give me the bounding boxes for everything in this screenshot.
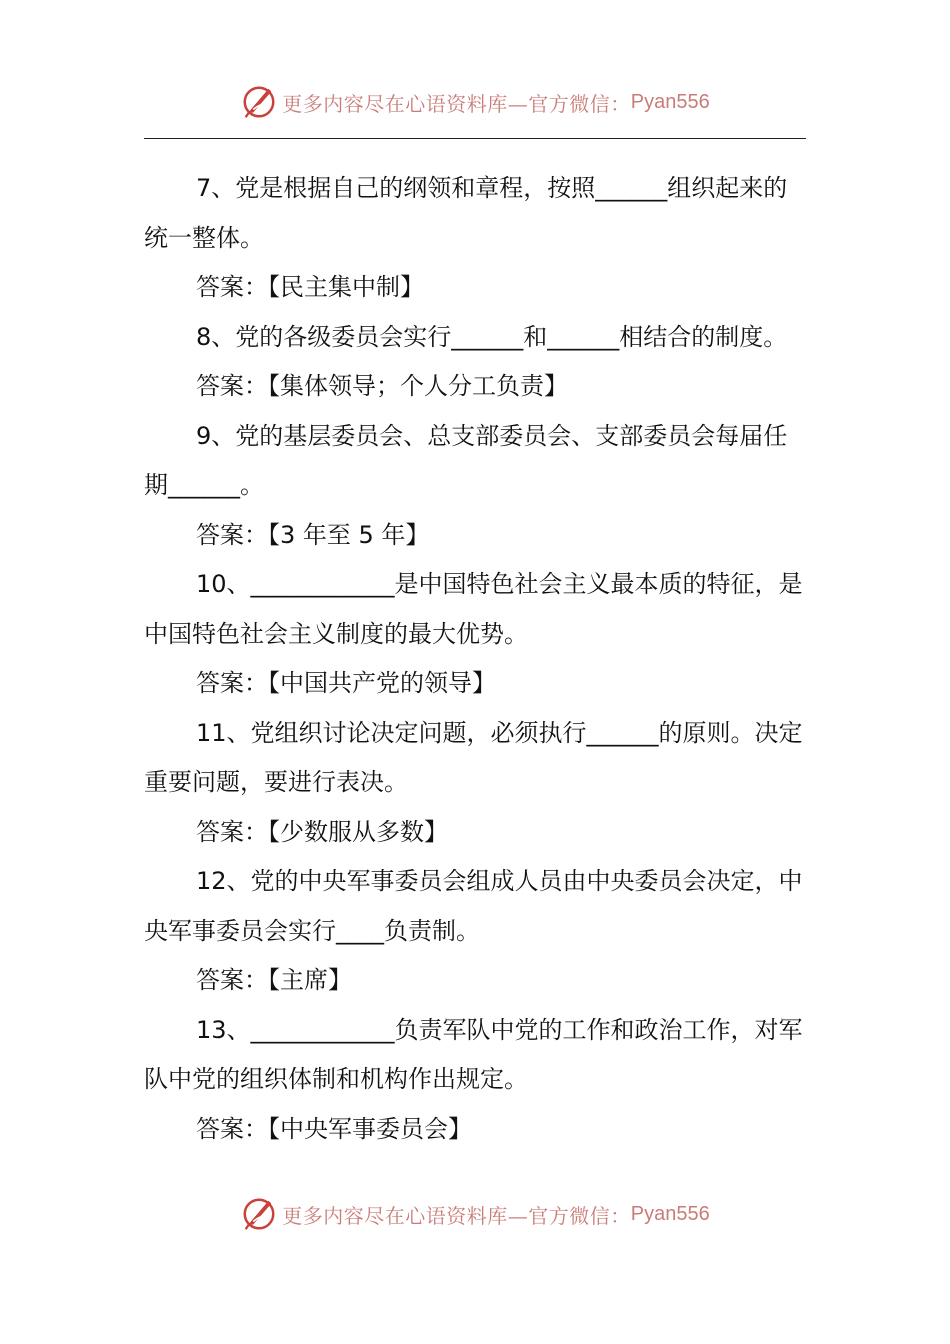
question-12 [144,857,806,956]
quill-logo-icon [240,83,278,121]
question-text: 9、党的基层委员会、总支部委员会、支部委员会每届任期 [144,421,788,499]
banner-wechat-id: Pyan556 [630,1202,710,1225]
question-text: 负责制。 [384,916,480,945]
question-8 [144,313,806,363]
answer-11: 答案：【少数服从多数】 [196,817,448,846]
banner-text: 更多内容尽在心语资料库—官方微信： [282,1203,631,1228]
answer-8: 答案：【集体领导；个人分工负责】 [196,372,568,400]
question-7 [144,164,806,263]
footer-banner [0,1192,950,1236]
question-13 [144,1006,806,1105]
fill-blank: ____ [336,916,384,945]
header-banner [0,80,950,124]
fill-blank: ______ [451,322,524,351]
question-text: 12、党的中央军事委员会组成人员由中央委员会决定，中央军事委员会实行 [144,867,803,945]
question-text: 是中国特色社会主义最本质的特征，是中国特色社会主义制度的最大优势。 [144,570,803,648]
question-text: 8、党的各级委员会实行 [196,322,452,351]
question-text: 。 [240,471,264,499]
fill-blank: ______ [586,718,659,747]
question-11 [144,709,806,808]
answer-7: 答案：【民主集中制】 [196,273,424,301]
question-text: 和 [523,322,548,351]
fill-blank: ______ [595,174,668,202]
banner-wechat-id: Pyan556 [630,90,710,113]
header-divider [144,138,806,139]
banner-text: 更多内容尽在心语资料库—官方微信： [282,91,631,116]
question-text: 10、 [196,570,251,598]
question-text: 组织起来的统一整体。 [144,174,788,252]
question-text: 13、 [196,1015,251,1044]
question-9 [144,412,806,511]
question-text: 负责军队中党的工作和政治工作，对军队中党的组织体制和机构作出规定。 [144,1015,803,1093]
fill-blank: ____________ [250,570,395,598]
question-text: 11、党组织讨论决定问题，必须执行 [196,718,587,747]
fill-blank: ____________ [250,1015,395,1044]
question-list [144,164,806,1154]
question-text: 的原则。决定重要问题，要进行表决。 [144,718,803,796]
question-text: 相结合的制度。 [619,322,788,351]
answer-9: 答案：【3 年至 5 年】 [196,520,430,549]
fill-blank: ______ [547,322,620,351]
fill-blank: ______ [168,471,240,499]
question-10 [144,560,806,659]
question-text: 7、党是根据自己的纲领和章程，按照 [196,174,596,202]
quill-logo-icon [240,1195,278,1233]
answer-10: 答案：【中国共产党的领导】 [196,669,496,697]
answer-13: 答案：【中央军事委员会】 [196,1114,472,1143]
answer-12: 答案：【主席】 [196,966,352,994]
